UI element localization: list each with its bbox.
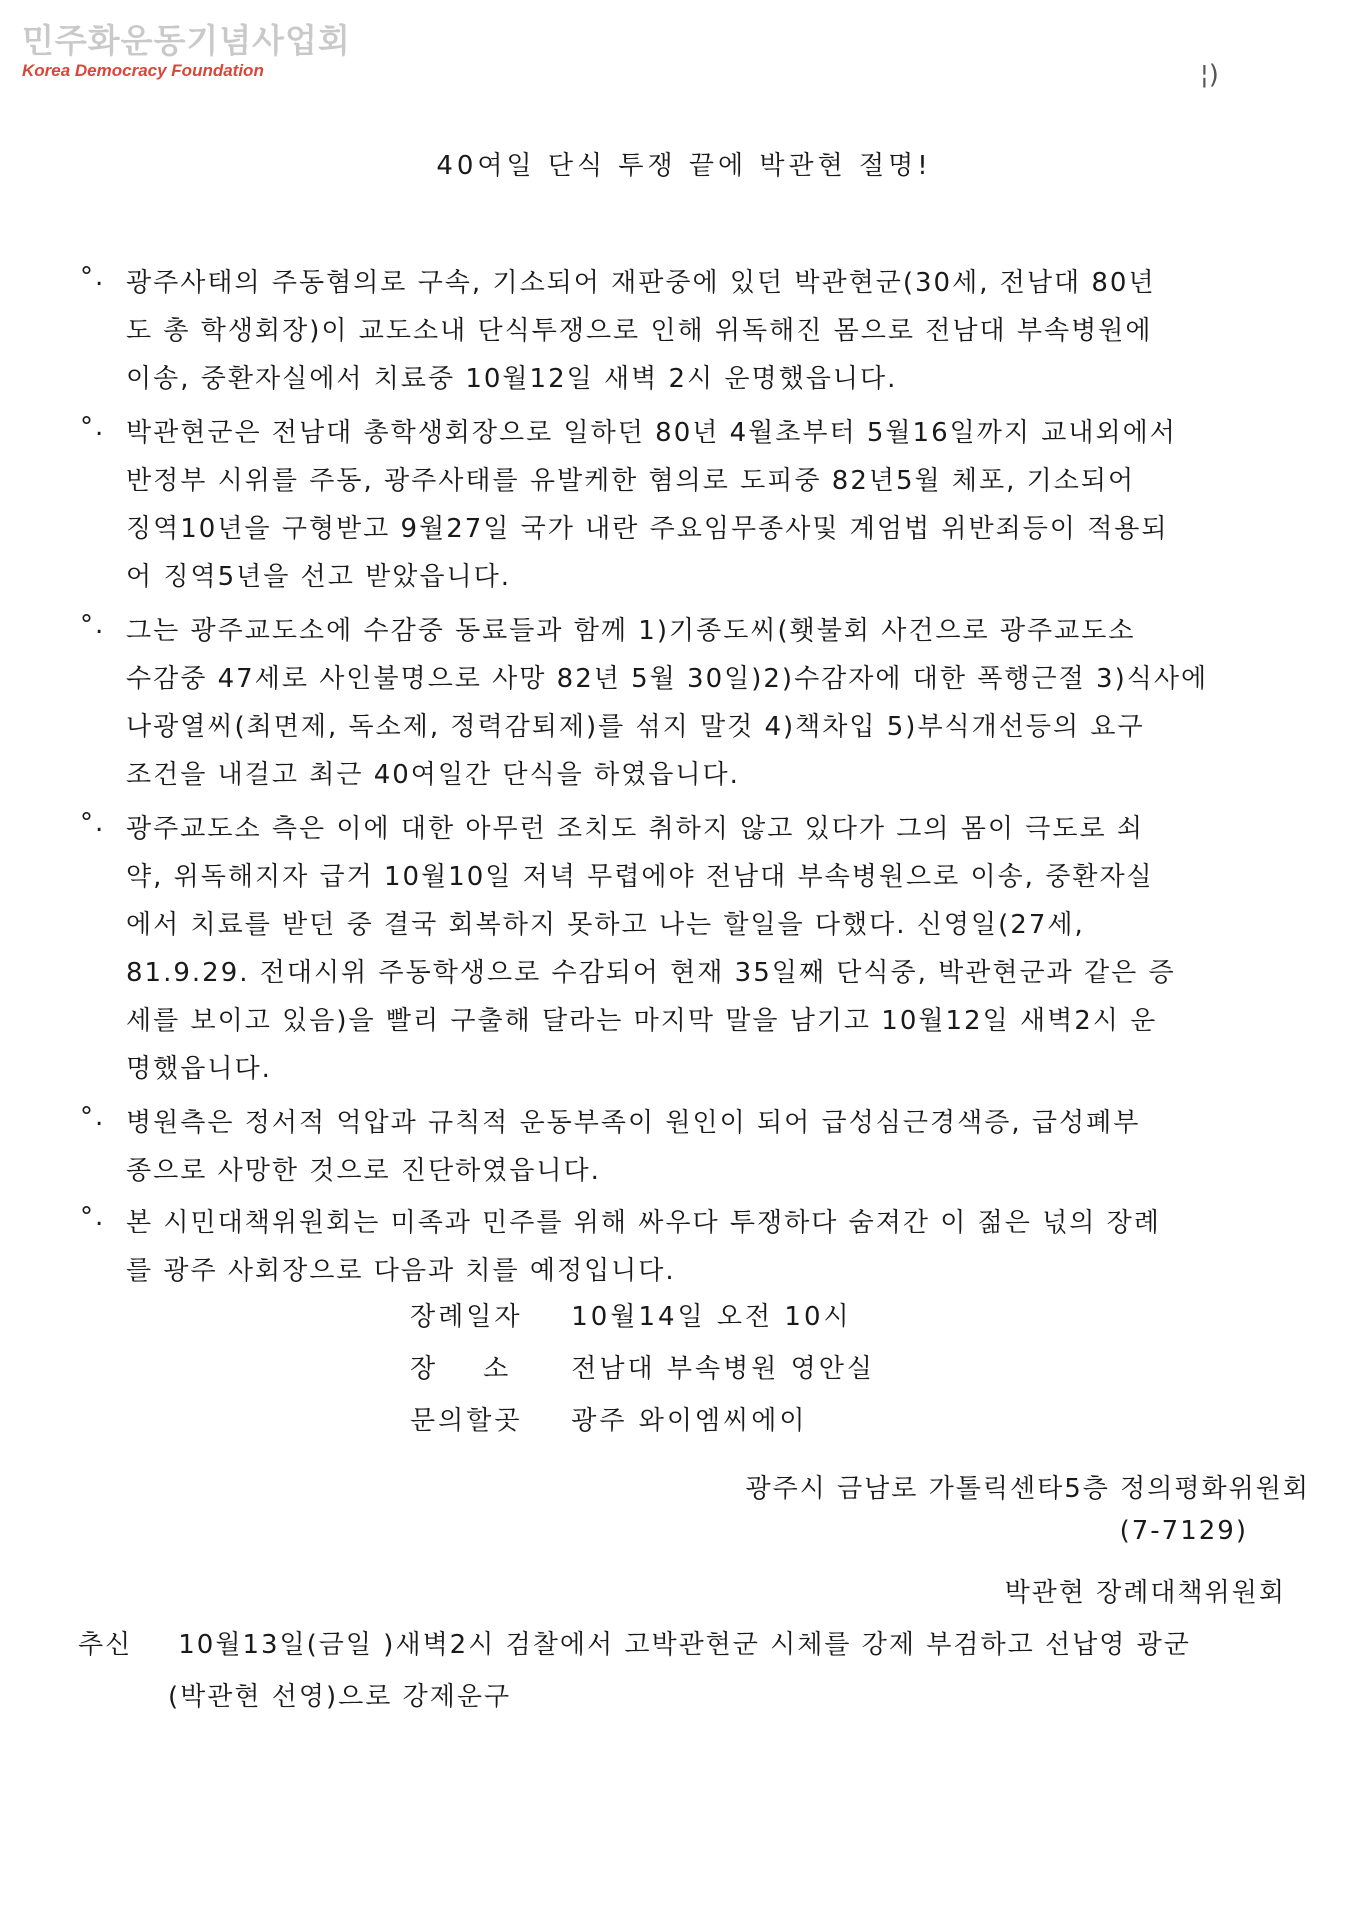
funeral-place-label: 장 소 bbox=[410, 1354, 512, 1384]
logo-english-text: Korea Democracy Foundation bbox=[22, 61, 264, 80]
bullet-mark: °. bbox=[80, 1202, 106, 1232]
statement-line: 도 총 학생회장)이 교도소내 단식투쟁으로 인해 위독해진 몸으로 전남대 부속병원에 bbox=[126, 316, 1153, 346]
signature-committee: 박관현 장례대책위원회 bbox=[1004, 1578, 1286, 1608]
funeral-contact-label: 문의할곳 bbox=[410, 1406, 523, 1436]
funeral-place-value: 전남대 부속병원 영안실 bbox=[571, 1354, 875, 1384]
margin-mark: ¦) bbox=[1200, 60, 1219, 90]
statement-line: 81.9.29. 전대시위 주동학생으로 수감되어 현재 35일째 단식중, 박관현군과 같은 증 bbox=[126, 958, 1176, 988]
funeral-date bbox=[410, 1296, 852, 1333]
statement-line: 약, 위독해지자 급거 10월10일 저녁 무렵에야 전남대 부속병원으로 이송, 중환자실 bbox=[126, 862, 1154, 892]
statement-line: 그는 광주교도소에 수감중 동료들과 함께 1)기종도씨(횃불회 사건으로 광주교도소 bbox=[126, 616, 1136, 646]
bullet-mark: °. bbox=[80, 262, 106, 292]
postscript-label: 추신 bbox=[78, 1630, 133, 1660]
statement-line: 징역10년을 구형받고 9월27일 국가 내란 주요임무종사및 계엄법 위반죄등이 적용되 bbox=[126, 514, 1169, 544]
postscript bbox=[78, 1624, 1191, 1661]
funeral-date-value: 10월14일 오전 10시 bbox=[571, 1302, 852, 1332]
statement-line: 박관현군은 전남대 총학생회장으로 일하던 80년 4월초부터 5월16일까지 교내외에서 bbox=[126, 418, 1177, 448]
bullet-mark: °. bbox=[80, 808, 106, 838]
statement-line: 광주사태의 주동혐의로 구속, 기소되어 재판중에 있던 박관현군(30세, 전남대 80년 bbox=[126, 268, 1156, 298]
bullet-mark: °. bbox=[80, 610, 106, 640]
foundation-logo bbox=[22, 22, 351, 82]
funeral-place bbox=[410, 1348, 875, 1385]
postscript-line: 10월13일(금일 )새벽2시 검찰에서 고박관현군 시체를 강제 부검하고 선납영 광군 bbox=[178, 1630, 1191, 1660]
signature-phone: (7-7129) bbox=[1119, 1516, 1248, 1546]
funeral-contact bbox=[410, 1400, 807, 1437]
postscript-line: (박관현 선영)으로 강제운구 bbox=[168, 1682, 512, 1712]
statement-line: 를 광주 사회장으로 다음과 치를 예정입니다. bbox=[126, 1256, 676, 1286]
funeral-date-label: 장례일자 bbox=[410, 1302, 523, 1332]
statement-line: 종으로 사망한 것으로 진단하였읍니다. bbox=[126, 1156, 601, 1186]
statement-line: 반정부 시위를 주동, 광주사태를 유발케한 혐의로 도피중 82년5월 체포, 기소되어 bbox=[126, 466, 1136, 496]
statement-line: 조건을 내걸고 최근 40여일간 단식을 하였읍니다. bbox=[126, 760, 740, 790]
statement-line: 광주교도소 측은 이에 대한 아무런 조치도 취하지 않고 있다가 그의 몸이 극도로 쇠 bbox=[126, 814, 1145, 844]
postscript-continued bbox=[168, 1676, 511, 1713]
logo-korean-text: 민주화운동기념사업회 bbox=[22, 21, 351, 60]
statement-line: 병원측은 정서적 억압과 규칙적 운동부족이 원인이 되어 급성심근경색증, 급성폐부 bbox=[126, 1108, 1141, 1138]
funeral-contact-value: 광주 와이엠씨에이 bbox=[571, 1406, 808, 1436]
signature-address: 광주시 금남로 가톨릭센타5층 정의평화위원회 bbox=[745, 1474, 1310, 1504]
bullet-mark: °. bbox=[80, 1102, 106, 1132]
document-title: 40여일 단식 투쟁 끝에 박관현 절명! bbox=[436, 151, 932, 181]
statement-line: 이송, 중환자실에서 치료중 10월12일 새벽 2시 운명했읍니다. bbox=[126, 364, 898, 394]
statement-line: 수감중 47세로 사인불명으로 사망 82년 5월 30일)2)수감자에 대한 폭행근절 3)식사에 bbox=[126, 664, 1209, 694]
statement-line: 나광열씨(최면제, 독소제, 정력감퇴제)를 섞지 말것 4)책차입 5)부식개선등의 요구 bbox=[126, 712, 1145, 742]
statement-line: 세를 보이고 있음)을 빨리 구출해 달라는 마지막 말을 남기고 10월12일 새벽2시 운 bbox=[126, 1006, 1158, 1036]
bullet-mark: °. bbox=[80, 412, 106, 442]
statement-line: 명했읍니다. bbox=[126, 1054, 272, 1084]
statement-line: 본 시민대책위원회는 미족과 민주를 위해 싸우다 투쟁하다 숨져간 이 젊은 넋의 장례 bbox=[126, 1208, 1161, 1238]
statement-line: 어 징역5년을 선고 받았읍니다. bbox=[126, 562, 511, 592]
statement-line: 에서 치료를 받던 중 결국 회복하지 못하고 나는 할일을 다했다. 신영일(27세, bbox=[126, 910, 1085, 940]
